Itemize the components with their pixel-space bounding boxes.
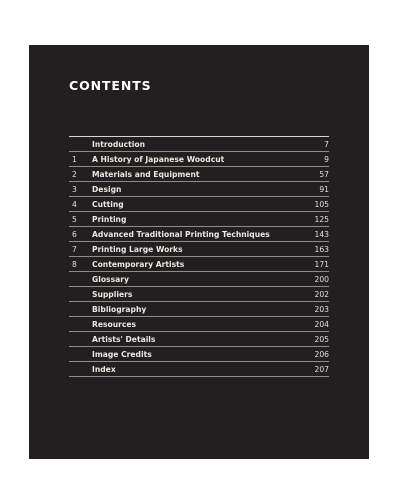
toc-entry-chapter-4: [69, 197, 329, 212]
toc-entry-chapter-1: [69, 152, 329, 167]
chapter-number: 7: [72, 245, 77, 254]
entry-title: Bibliography: [92, 305, 147, 314]
toc-entry-chapter-6: [69, 227, 329, 242]
book-page: [29, 45, 369, 459]
page-number: 171: [314, 260, 329, 269]
entry-title: Cutting: [92, 200, 124, 209]
page-number: 163: [314, 245, 329, 254]
entry-title: A History of Japanese Woodcut: [92, 155, 225, 164]
chapter-number: 1: [72, 155, 77, 164]
toc-entry-chapter-2: [69, 167, 329, 182]
toc-entry-chapter-7: [69, 242, 329, 257]
entry-title: Artists' Details: [92, 335, 156, 344]
toc-entry-introduction: [69, 137, 329, 152]
toc-entry-chapter-3: [69, 182, 329, 197]
toc-entry-glossary: [69, 272, 329, 287]
page-number: 7: [324, 140, 329, 149]
entry-title: Printing: [92, 215, 127, 224]
entry-title: Introduction: [92, 140, 146, 149]
entry-title: Advanced Traditional Printing Techniques: [92, 230, 270, 239]
chapter-number: 6: [72, 230, 77, 239]
page-number: 91: [319, 185, 329, 194]
page-number: 202: [314, 290, 329, 299]
page-number: 105: [314, 200, 329, 209]
chapter-number: 4: [72, 200, 77, 209]
entry-title: Materials and Equipment: [92, 170, 200, 179]
chapter-number: 3: [72, 185, 77, 194]
toc-entry-suppliers: [69, 287, 329, 302]
entry-title: Printing Large Works: [92, 245, 183, 254]
entry-title: Image Credits: [92, 350, 152, 359]
toc-entry-resources: [69, 317, 329, 332]
page-number: 143: [314, 230, 329, 239]
toc-entry-chapter-8: [69, 257, 329, 272]
entry-title: Resources: [92, 320, 137, 329]
toc-entry-bibliography: [69, 302, 329, 317]
page-number: 9: [324, 155, 329, 164]
page-number: 207: [314, 365, 329, 374]
toc-entry-image-credits: [69, 347, 329, 362]
contents-title: CONTENTS: [69, 78, 152, 93]
table-of-contents: [69, 136, 329, 377]
toc-entry-artists-details: [69, 332, 329, 347]
entry-title: Suppliers: [92, 290, 133, 299]
entry-title: Contemporary Artists: [92, 260, 185, 269]
chapter-number: 8: [72, 260, 77, 269]
toc-entry-chapter-5: [69, 212, 329, 227]
entry-title: Index: [92, 365, 116, 374]
page-number: 203: [314, 305, 329, 314]
page-number: 57: [319, 170, 329, 179]
page-number: 200: [314, 275, 329, 284]
page-number: 206: [314, 350, 329, 359]
entry-title: Design: [92, 185, 122, 194]
page-number: 205: [314, 335, 329, 344]
entry-title: Glossary: [92, 275, 129, 284]
chapter-number: 2: [72, 170, 77, 179]
page-number: 125: [314, 215, 329, 224]
toc-entry-index: [69, 362, 329, 377]
page-number: 204: [314, 320, 329, 329]
chapter-number: 5: [72, 215, 77, 224]
